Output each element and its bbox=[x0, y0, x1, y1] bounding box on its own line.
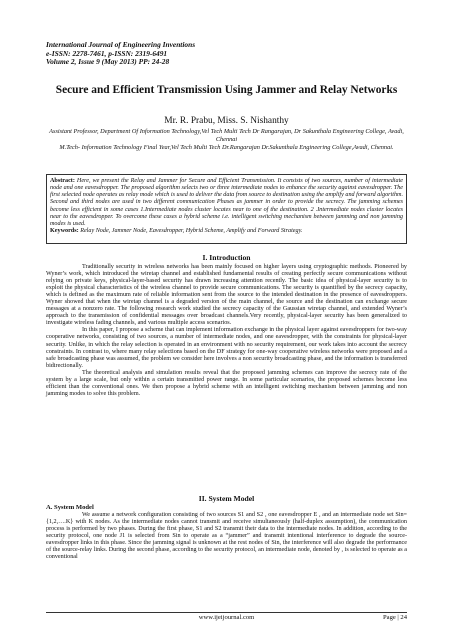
abstract-label: Abstract: bbox=[50, 178, 75, 184]
keywords bbox=[50, 228, 403, 235]
section-1-paragraph-2: In this paper, I propose a scheme that can implement information exchange in the physical layer against eavesdroppers for two-way cooperative networks, consisting of two sources, a number of intermediate nodes, and one eavesdropper, with the constraints for physical-layer security. Unlike, in which the relay selection is operated in an environment with no security requirement, our work takes into account the secrecy constraints. In contrast to, where many relay selections based on the DF strategy for one-way cooperative wireless networks were proposed and a safe broadcasting phase was assumed, the problem we consider here involves a non security broadcasting phase, and the information is transferred bidirectionally. bbox=[46, 327, 407, 369]
journal-volume: Volume 2, Issue 9 (May 2013) PP: 24-28 bbox=[46, 57, 170, 67]
footer-page-number: Page | 24 bbox=[382, 614, 407, 621]
journal-header bbox=[46, 41, 195, 67]
footer-url: www.ijeijournal.com bbox=[198, 614, 255, 621]
affiliation-1: Assistant Professor, Department Of Information Technology,Vel Tech Multi Tech Dr Rangarajan, Dr Sakunthala Engineering College, Avadi, Chennai bbox=[49, 128, 404, 144]
journal-name: International Journal of Engineering Inventions bbox=[46, 40, 196, 49]
section-1-paragraph-3: The theoretical analysis and simulation results reveal that the proposed jamming schemes can improve the secrecy rate of the system by a large scale, but only within a certain transmitted power range. In some particular scenarios, the proposed schemes become less efficient than the conventional ones. We then propose a hybrid scheme with an intelligent switching mechanism between jamming and non jamming modes to solve this problem. bbox=[46, 369, 407, 397]
section-2-body bbox=[46, 512, 407, 561]
section-2-heading: II. System Model bbox=[198, 494, 255, 503]
abstract-box bbox=[46, 174, 407, 244]
abstract-text: Here, we present the Relay and Jammer for Secure and Efficient Transmission. It consists of two sources, number of intermediate node and one eavesdropper. The proposed algorithm selects two or three intermediate nodes to enhance the security against eavesdropper. The first selected node operates as relay mode which is used to deliver the data from source to destination using the amplify and forward algorithm. Second and third nodes are used in two different communication Phases as jammer in order to provide the secrecy. The jamming schemes become less efficient in some cases 1.Intermediate nodes cluster locates near to one of the destination. 2 .Intermediate nodes cluster locates near to the eavesdropper. To overcome these cases a hybrid scheme i.e. intelligent switching mechanism between jamming and non jamming modes is used. bbox=[50, 178, 403, 227]
section-2-subheading: A. System Model bbox=[46, 504, 94, 511]
journal-issn: e-ISSN: 2278-7461, p-ISSN: 2319-6491 bbox=[46, 48, 168, 58]
section-2-paragraph-1: We assume a network configuration consisting of two sources S1 and S2 , one eavesdropper E , and an intermediate node set Sin= {1,2,….K} with K nodes. As the intermediate nodes cannot transmit and receive simultaneously (half-duplex assumption), the communication process is performed by two phases. During the first phase, S1 and S2 transmit their data to the intermediate nodes. In addition, according to the security protocol, one node J1 is selected from Sin to operate as a “jammer” and transmit intentional interference to degrade the source-eavesdropper links in this phase. Since the jamming signal is unknown at the rest nodes of Sin, the interference will also degrade the performance of the source-relay links. During the second phase, according to the security protocol, an intermediate node, denoted by , is selected to operate as a conventional bbox=[46, 512, 407, 561]
section-1-paragraph-1: Traditionally security in wireless networks has been mainly focused on higher layers using cryptographic methods. Pioneered by Wyner’s work, which introduced the wiretap channel and established fundamental results of creating perfectly secure communications without relying on private keys, physical-layer-based security has drawn increasing attention recently. The basic idea of physical-layer security is to exploit the physical characteristics of the wireless channel to provide secure communications. The security is quantified by the secrecy capacity, which is defined as the maximum rate of reliable information sent from the source to the intended destination in the presence of eavesdroppers. Wyner showed that when the wiretap channel is a degraded version of the main channel, the source and the destination can exchange secure messages at a nonzero rate. The following research work studied the secrecy capacity of the Gaussian wiretap channel, and extended Wyner’s approach to the transmission of confidential messages over broadcast channels.Very recently, physical-layer security has been generalized to investigate wireless fading channels, and various multiple access scenarios. bbox=[46, 264, 407, 327]
footer-divider bbox=[46, 612, 407, 613]
section-1-body bbox=[46, 264, 407, 398]
keywords-text: Relay Node, Jammer Node, Eavesdropper, Hybrid Scheme, Amplify and Forward Strategy. bbox=[78, 228, 303, 235]
author-affiliations bbox=[46, 128, 407, 152]
section-1-heading: I. Introduction bbox=[202, 253, 251, 262]
affiliation-2: M.Tech- Information Technology Final Year,Vel Tech Multi Tech Dr.Rangarajan Dr.Sakunthala Engineering College,Avadi, Chennai. bbox=[59, 144, 394, 152]
paper-title: Secure and Efficient Transmission Using Jammer and Relay Networks bbox=[55, 84, 398, 96]
paper-authors: Mr. R. Prabu, Miss. S. Nishanthy bbox=[164, 116, 289, 126]
keywords-label: Keywords: bbox=[50, 228, 79, 235]
